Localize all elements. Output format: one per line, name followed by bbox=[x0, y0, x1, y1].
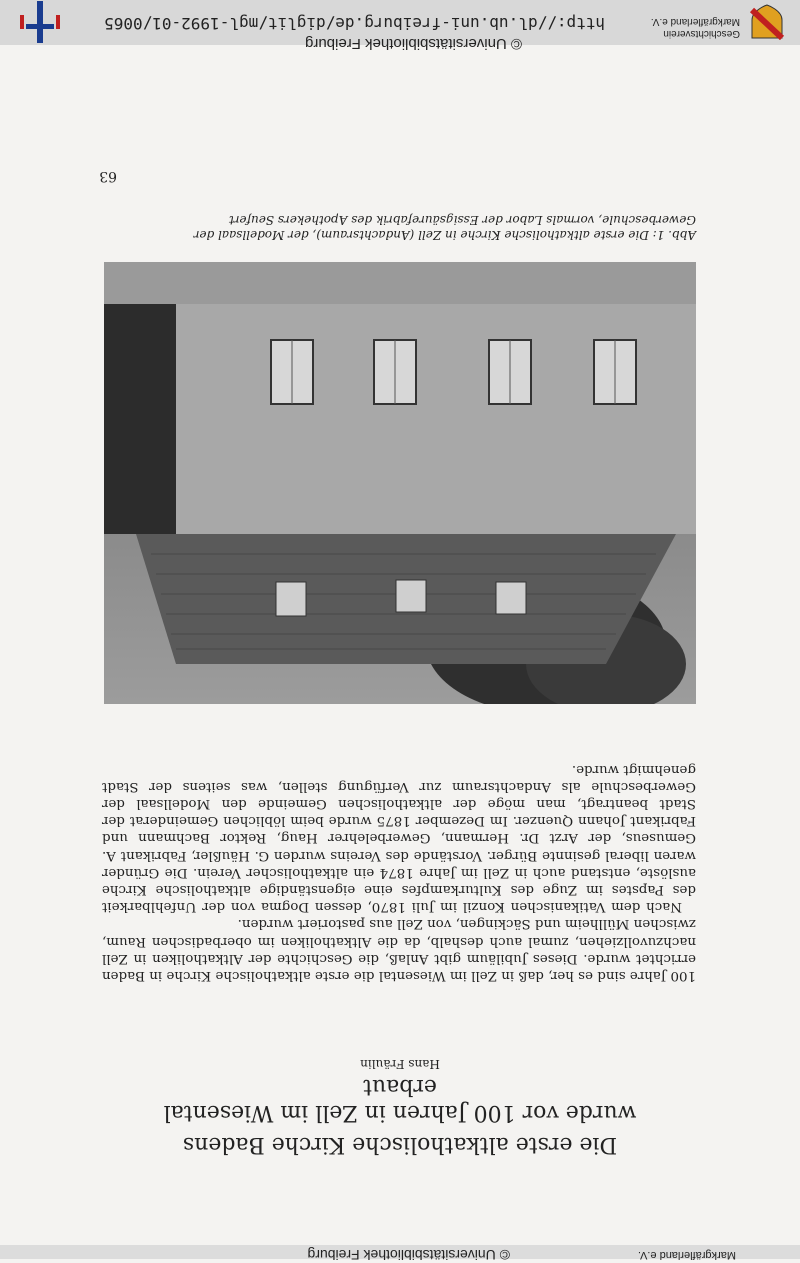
church-photo bbox=[104, 262, 696, 704]
paragraph-1: 100 Jahre sind es her, daß in Zell im Wiesental die erste altkatholische Kirche in Baden errichtet wurde. Dieses Jubiläum gibt Anlaß, die Geschichte der Altkatholiken in Zell nachzuvollziehen, zumal auch deshalb, da die Altkatholiken im oberbadischen Raum, zwischen Müllheim und Säckingen, von Zell aus pastoriert wurden. bbox=[102, 916, 696, 983]
org-line2: Markgräflerland e.V. bbox=[650, 16, 740, 27]
document-url[interactable]: http://dl.ub.uni-freiburg.de/diglit/mgl-1992-01/0065 bbox=[104, 14, 605, 33]
article-title-line1: Die erste altkatholische Kirche Badens bbox=[182, 1132, 618, 1157]
viewer-header bbox=[0, 0, 800, 52]
header-copyright: © Universitätsbibliothek Freiburg bbox=[305, 35, 522, 52]
footer-org: Markgräflerland e.V. bbox=[637, 1249, 736, 1261]
church-photo-drawing bbox=[104, 262, 696, 704]
article-author: Hans Fräulin bbox=[360, 1057, 440, 1071]
org-name bbox=[651, 15, 740, 39]
library-logo-icon bbox=[20, 1, 60, 43]
footer-copyright: © Universitätsbibliothek Freiburg bbox=[307, 1247, 510, 1263]
article-title-line2: wurde vor 100 Jahren in Zell im Wiesental erbaut bbox=[163, 1074, 637, 1125]
page-number: 63 bbox=[99, 168, 117, 184]
org-line1: Geschichtsverein bbox=[663, 28, 740, 39]
footer-strip bbox=[0, 1245, 800, 1263]
coat-of-arms-icon bbox=[750, 4, 784, 40]
article-body bbox=[102, 760, 696, 984]
photo-caption: Abb. 1: Die erste altkatholische Kirche in Zell (Andachtsraum), der Modellsaal der Gewerbeschule, vormals Labor der Essigsäurefabrik des Apothekers Seufert bbox=[193, 213, 696, 242]
paragraph-2: Nach dem Vatikanischen Konzil im Juli 1870, dessen Dogma von der Unfehlbarkeit des Papstes im Zuge des Kulturkampfes eine eigenständige altkatholische Kirche auslöste, entstand auch in Zell im Jahre 1874 ein altkatholischer Verein. Die Gründer waren liberal gesinnte Bürger. Vorstände des Vereins wurden G. Häußler, Fabrikant A. Gemuseus, der Arzt Dr. Hermann, Gewerbelehrer Haug, Rektor Bachmann und Fabrikant Johann Quenzer. Im Dezember 1875 wurde beim löblichen Gemeinderat der Stadt beantragt, man möge der altkatholischen Gemeinde den Modellsaal der Gewerbeschule als Andachtsraum zur Verfügung stellen, was seitens der Stadt genehmigt wurde. bbox=[102, 761, 696, 915]
